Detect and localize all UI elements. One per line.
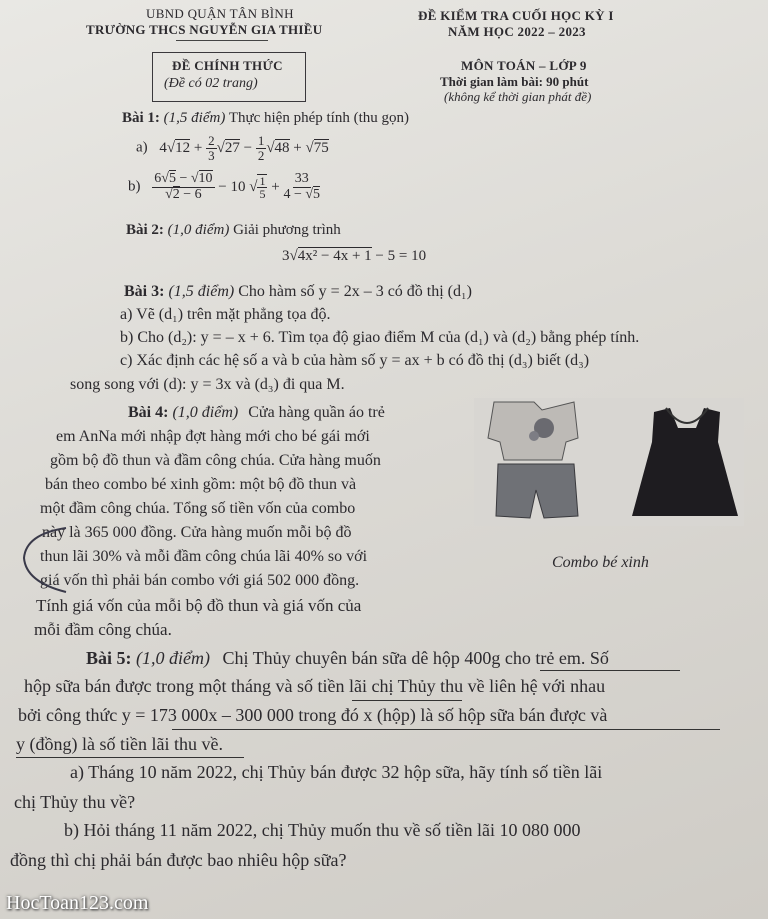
watermark: HocToan123.com	[6, 892, 149, 914]
bai3-b: b) Cho (d₂): y = – x + 6. Tìm tọa độ giao điểm M của (d₁) và (d₂) bằng phép tính.	[120, 329, 640, 346]
bai5-line2: hộp sữa bán được trong một tháng và số tiền lãi chị Thủy thu về liên hệ với nhau	[24, 676, 606, 696]
bai2-heading	[126, 222, 341, 239]
bai1-b-label: b)	[128, 178, 141, 195]
bai1-a-expr: 4√12 + $\frac{2}{3}$ √27 − $\frac{1}{2}$ √48 + √75	[159, 133, 329, 163]
handwritten-bracket	[16, 520, 76, 600]
bai1-b	[128, 172, 320, 202]
bai5-heading	[86, 648, 609, 669]
school-year: NĂM HỌC 2022 – 2023	[448, 24, 586, 39]
bai1-a-label: a)	[136, 139, 148, 156]
official-title: ĐỀ CHÍNH THỨC	[172, 58, 283, 73]
bai4-line: Tính giá vốn của mỗi bộ đồ thun và giá vốn của	[36, 596, 362, 615]
official-pages: (Đề có 02 trang)	[164, 76, 258, 91]
bai5-line1: Chị Thủy chuyên bán sữa dê hộp 400g cho trẻ em. Số	[222, 648, 609, 668]
bai5-a2: chị Thủy thu về?	[14, 792, 136, 812]
bai4-line: thun lãi 30% và mỗi đầm công chúa lãi 40% so với	[40, 548, 368, 565]
bai4-line: bán theo combo bé xinh gồm: một bộ đồ thun và	[45, 476, 357, 493]
bai2-points: (1,0 điểm)	[167, 222, 230, 238]
bai1-a	[136, 134, 329, 162]
underline-mark	[172, 729, 720, 730]
bai4-points: (1,0 điểm)	[172, 404, 239, 421]
bai3-heading	[124, 283, 472, 301]
exam-title: ĐỀ KIỂM TRA CUỐI HỌC KỲ I	[418, 8, 614, 23]
duration: Thời gian làm bài: 90 phút	[440, 74, 589, 89]
bai5-a1: a) Tháng 10 năm 2022, chị Thủy bán được 32 hộp sữa, hãy tính số tiền lãi	[70, 762, 603, 782]
bai4-line: một đầm công chúa. Tổng số tiền vốn của combo	[40, 500, 356, 517]
bai5-points: (1,0 điểm)	[136, 648, 210, 668]
combo-caption: Combo bé xinh	[552, 554, 649, 571]
bai3-points: (1,5 điểm)	[168, 283, 235, 300]
bai1-text: Thực hiện phép tính (thu gọn)	[228, 110, 409, 126]
combo-illustration	[474, 398, 744, 526]
header-divider	[176, 40, 268, 41]
bai3-a: a) Vẽ (d₁) trên mặt phẳng tọa độ.	[120, 306, 331, 323]
bai5-line3: bởi công thức y = 173 000x – 300 000 trong đó x (hộp) là số hộp sữa bán được và	[18, 705, 608, 725]
bai3-text: Cho hàm số y = 2x – 3 có đồ thị (d₁)	[238, 283, 472, 300]
bai5-line4: y (đồng) là số tiền lãi thu về.	[16, 734, 223, 754]
underline-mark	[16, 757, 244, 758]
bai4-line: mỗi đầm công chúa.	[34, 620, 172, 639]
bai4-label: Bài 4:	[128, 404, 169, 421]
bai3-c1: c) Xác định các hệ số a và b của hàm số y = ax + b có đồ thị (d₃) biết (d₃)	[120, 352, 590, 369]
bai1-heading	[122, 110, 409, 127]
bai1-points: (1,5 điểm)	[163, 110, 226, 126]
bai2-text: Giải phương trình	[233, 222, 341, 238]
underline-mark	[352, 700, 462, 701]
bai5-b1: b) Hỏi tháng 11 năm 2022, chị Thủy muốn thu về số tiền lãi 10 080 000	[64, 820, 581, 840]
bai1-b-expr: $\frac{6√5 - √10}{√2 - 6}$ − 10 √ $\frac{1}{5}$ + $\frac{33}{4 - √5}$	[154, 171, 321, 202]
bai5-b2: đồng thì chị phải bán được bao nhiêu hộp sữa?	[10, 850, 347, 870]
bai5-label: Bài 5:	[86, 648, 132, 668]
bai4-line: em AnNa mới nhập đợt hàng mới cho bé gái mới	[56, 428, 370, 445]
clothes-image	[474, 398, 744, 526]
district-name: UBND QUẬN TÂN BÌNH	[146, 6, 294, 21]
bai4-line: gồm bộ đồ thun và đầm công chúa. Cửa hàng muốn	[50, 452, 381, 469]
bai2-equation: 3√4x² − 4x + 1 − 5 = 10	[282, 248, 427, 264]
bai3-c2: song song với (d): y = 3x và (d₃) đi qua M.	[70, 376, 345, 393]
bai1-label: Bài 1:	[122, 110, 160, 126]
school-name: TRƯỜNG THCS NGUYỄN GIA THIỀU	[86, 22, 323, 37]
bai4-line: giá vốn thì phải bán combo với giá 502 000 đồng.	[40, 572, 360, 589]
bai2-label: Bài 2:	[126, 222, 164, 238]
underline-mark	[540, 670, 680, 671]
bai4-heading	[128, 404, 385, 422]
subject: MÔN TOÁN – LỚP 9	[461, 58, 587, 73]
bai4-line: Cửa hàng quần áo trẻ	[248, 404, 385, 421]
duration-note: (không kể thời gian phát đề)	[444, 89, 592, 104]
bai3-label: Bài 3:	[124, 283, 165, 300]
bai4-line: này là 365 000 đồng. Cửa hàng muốn mỗi bộ đồ	[42, 524, 352, 541]
